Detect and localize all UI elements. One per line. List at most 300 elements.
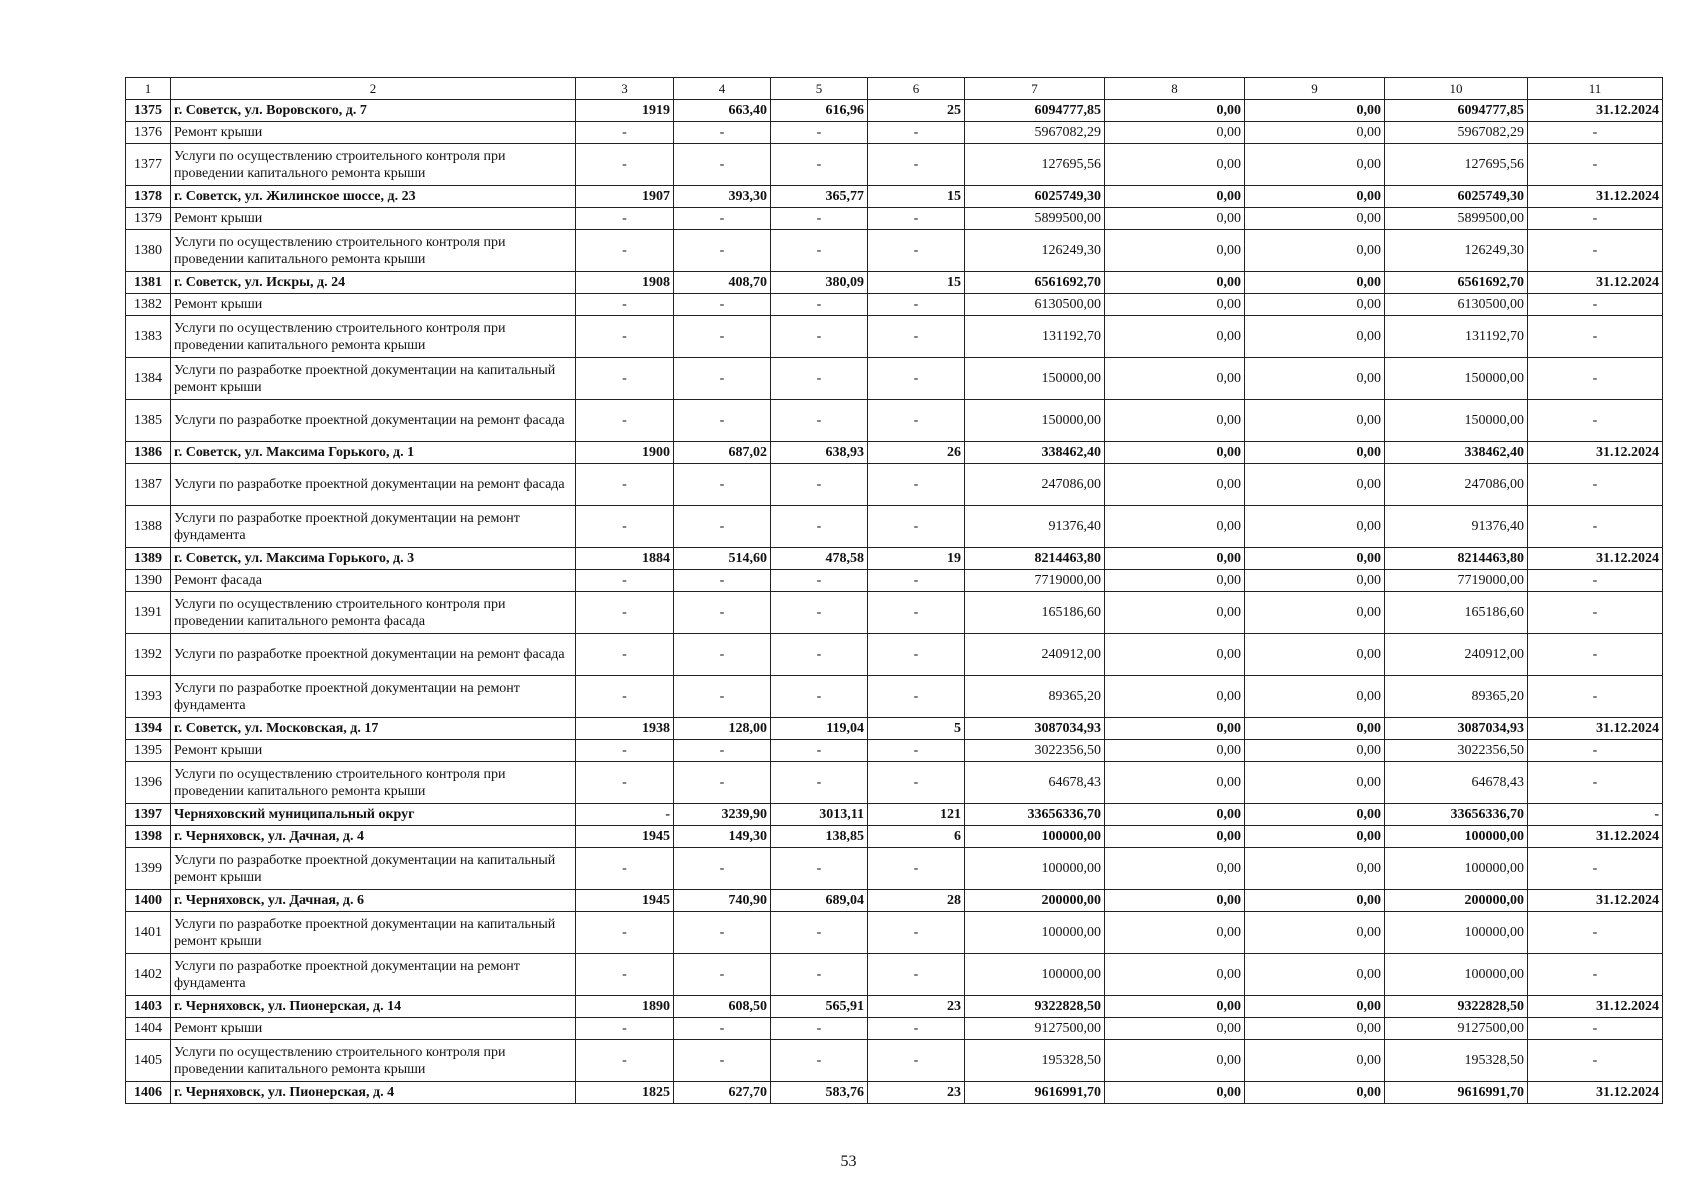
row-number-cell: 1378 bbox=[126, 186, 171, 208]
col6-cell: 25 bbox=[868, 100, 965, 122]
column-header-9: 9 bbox=[1245, 78, 1385, 100]
object-name-cell: Ремонт фасада bbox=[171, 570, 576, 592]
col6-cell: - bbox=[868, 1018, 965, 1040]
row-number-cell: 1398 bbox=[126, 826, 171, 848]
col10-cell: 127695,56 bbox=[1385, 144, 1528, 186]
table-row bbox=[126, 996, 1663, 1018]
year-cell: - bbox=[576, 144, 674, 186]
year-cell: 1945 bbox=[576, 826, 674, 848]
col8-cell: 0,00 bbox=[1105, 1018, 1245, 1040]
col9-cell: 0,00 bbox=[1245, 634, 1385, 676]
col6-cell: - bbox=[868, 634, 965, 676]
col4-cell: - bbox=[674, 400, 771, 442]
col7-cell: 33656336,70 bbox=[965, 804, 1105, 826]
col5-cell: 138,85 bbox=[771, 826, 868, 848]
col6-cell: - bbox=[868, 592, 965, 634]
col9-cell: 0,00 bbox=[1245, 464, 1385, 506]
col10-cell: 100000,00 bbox=[1385, 912, 1528, 954]
column-header-1: 1 bbox=[126, 78, 171, 100]
deadline-cell: - bbox=[1528, 740, 1663, 762]
column-header-11: 11 bbox=[1528, 78, 1663, 100]
column-header-4: 4 bbox=[674, 78, 771, 100]
col9-cell: 0,00 bbox=[1245, 100, 1385, 122]
row-number-cell: 1386 bbox=[126, 442, 171, 464]
year-cell: - bbox=[576, 1040, 674, 1082]
table-row bbox=[126, 1040, 1663, 1082]
row-number-cell: 1391 bbox=[126, 592, 171, 634]
col8-cell: 0,00 bbox=[1105, 848, 1245, 890]
table-row bbox=[126, 890, 1663, 912]
page-number: 53 bbox=[840, 1153, 857, 1170]
col9-cell: 0,00 bbox=[1245, 548, 1385, 570]
col10-cell: 91376,40 bbox=[1385, 506, 1528, 548]
col5-cell: - bbox=[771, 506, 868, 548]
year-cell: - bbox=[576, 954, 674, 996]
col8-cell: 0,00 bbox=[1105, 358, 1245, 400]
row-number-cell: 1389 bbox=[126, 548, 171, 570]
deadline-cell: 31.12.2024 bbox=[1528, 272, 1663, 294]
row-number-cell: 1387 bbox=[126, 464, 171, 506]
col4-cell: - bbox=[674, 740, 771, 762]
table-row bbox=[126, 848, 1663, 890]
col5-cell: - bbox=[771, 230, 868, 272]
column-header-3: 3 bbox=[576, 78, 674, 100]
row-number-cell: 1402 bbox=[126, 954, 171, 996]
col10-cell: 5967082,29 bbox=[1385, 122, 1528, 144]
object-name-cell: г. Советск, ул. Искры, д. 24 bbox=[171, 272, 576, 294]
year-cell: - bbox=[576, 122, 674, 144]
object-name-cell: г. Советск, ул. Максима Горького, д. 1 bbox=[171, 442, 576, 464]
row-number-cell: 1379 bbox=[126, 208, 171, 230]
col6-cell: 26 bbox=[868, 442, 965, 464]
col4-cell: - bbox=[674, 144, 771, 186]
col5-cell: 380,09 bbox=[771, 272, 868, 294]
year-cell: 1908 bbox=[576, 272, 674, 294]
col4-cell: 627,70 bbox=[674, 1082, 771, 1104]
row-number-cell: 1399 bbox=[126, 848, 171, 890]
col4-cell: - bbox=[674, 208, 771, 230]
col6-cell: 23 bbox=[868, 1082, 965, 1104]
col8-cell: 0,00 bbox=[1105, 548, 1245, 570]
table-row bbox=[126, 548, 1663, 570]
col8-cell: 0,00 bbox=[1105, 996, 1245, 1018]
col9-cell: 0,00 bbox=[1245, 506, 1385, 548]
col10-cell: 100000,00 bbox=[1385, 826, 1528, 848]
year-cell: - bbox=[576, 676, 674, 718]
col10-cell: 89365,20 bbox=[1385, 676, 1528, 718]
col4-cell: 740,90 bbox=[674, 890, 771, 912]
col10-cell: 33656336,70 bbox=[1385, 804, 1528, 826]
table-row bbox=[126, 676, 1663, 718]
col4-cell: - bbox=[674, 634, 771, 676]
object-name-cell: Услуги по разработке проектной документации на ремонт фасада bbox=[171, 400, 576, 442]
col8-cell: 0,00 bbox=[1105, 144, 1245, 186]
col9-cell: 0,00 bbox=[1245, 718, 1385, 740]
col5-cell: 689,04 bbox=[771, 890, 868, 912]
row-number-cell: 1382 bbox=[126, 294, 171, 316]
register-sheet bbox=[125, 77, 1662, 1104]
col4-cell: - bbox=[674, 122, 771, 144]
deadline-cell: - bbox=[1528, 762, 1663, 804]
object-name-cell: Услуги по разработке проектной документации на ремонт фасада bbox=[171, 634, 576, 676]
col5-cell: 478,58 bbox=[771, 548, 868, 570]
col10-cell: 3022356,50 bbox=[1385, 740, 1528, 762]
col10-cell: 7719000,00 bbox=[1385, 570, 1528, 592]
object-name-cell: Ремонт крыши bbox=[171, 294, 576, 316]
col9-cell: 0,00 bbox=[1245, 122, 1385, 144]
row-number-cell: 1384 bbox=[126, 358, 171, 400]
col10-cell: 9616991,70 bbox=[1385, 1082, 1528, 1104]
deadline-cell: 31.12.2024 bbox=[1528, 442, 1663, 464]
col9-cell: 0,00 bbox=[1245, 762, 1385, 804]
col10-cell: 100000,00 bbox=[1385, 954, 1528, 996]
col7-cell: 3087034,93 bbox=[965, 718, 1105, 740]
col7-cell: 6025749,30 bbox=[965, 186, 1105, 208]
col5-cell: - bbox=[771, 740, 868, 762]
col6-cell: - bbox=[868, 316, 965, 358]
col8-cell: 0,00 bbox=[1105, 634, 1245, 676]
year-cell: - bbox=[576, 316, 674, 358]
year-cell: 1938 bbox=[576, 718, 674, 740]
column-number-row bbox=[126, 78, 1663, 100]
col10-cell: 3087034,93 bbox=[1385, 718, 1528, 740]
col5-cell: - bbox=[771, 400, 868, 442]
col7-cell: 100000,00 bbox=[965, 848, 1105, 890]
col5-cell: 3013,11 bbox=[771, 804, 868, 826]
col4-cell: 128,00 bbox=[674, 718, 771, 740]
col10-cell: 6561692,70 bbox=[1385, 272, 1528, 294]
deadline-cell: - bbox=[1528, 912, 1663, 954]
row-number-cell: 1381 bbox=[126, 272, 171, 294]
object-name-cell: г. Черняховск, ул. Пионерская, д. 14 bbox=[171, 996, 576, 1018]
object-name-cell: Услуги по разработке проектной документации на капитальный ремонт крыши bbox=[171, 848, 576, 890]
col5-cell: 365,77 bbox=[771, 186, 868, 208]
col7-cell: 240912,00 bbox=[965, 634, 1105, 676]
col5-cell: - bbox=[771, 1040, 868, 1082]
deadline-cell: - bbox=[1528, 358, 1663, 400]
row-number-cell: 1390 bbox=[126, 570, 171, 592]
row-number-cell: 1401 bbox=[126, 912, 171, 954]
col4-cell: - bbox=[674, 570, 771, 592]
deadline-cell: - bbox=[1528, 1018, 1663, 1040]
table-row bbox=[126, 570, 1663, 592]
col5-cell: - bbox=[771, 316, 868, 358]
col10-cell: 131192,70 bbox=[1385, 316, 1528, 358]
deadline-cell: - bbox=[1528, 570, 1663, 592]
col7-cell: 9616991,70 bbox=[965, 1082, 1105, 1104]
year-cell: - bbox=[576, 506, 674, 548]
col5-cell: - bbox=[771, 954, 868, 996]
deadline-cell: 31.12.2024 bbox=[1528, 826, 1663, 848]
col6-cell: - bbox=[868, 762, 965, 804]
row-number-cell: 1395 bbox=[126, 740, 171, 762]
col8-cell: 0,00 bbox=[1105, 592, 1245, 634]
col6-cell: - bbox=[868, 122, 965, 144]
col6-cell: - bbox=[868, 464, 965, 506]
col4-cell: - bbox=[674, 464, 771, 506]
col7-cell: 200000,00 bbox=[965, 890, 1105, 912]
col7-cell: 127695,56 bbox=[965, 144, 1105, 186]
col7-cell: 150000,00 bbox=[965, 358, 1105, 400]
col8-cell: 0,00 bbox=[1105, 740, 1245, 762]
col9-cell: 0,00 bbox=[1245, 400, 1385, 442]
col6-cell: - bbox=[868, 358, 965, 400]
deadline-cell: - bbox=[1528, 848, 1663, 890]
col6-cell: 23 bbox=[868, 996, 965, 1018]
row-number-cell: 1397 bbox=[126, 804, 171, 826]
col9-cell: 0,00 bbox=[1245, 740, 1385, 762]
col6-cell: - bbox=[868, 506, 965, 548]
object-name-cell: Ремонт крыши bbox=[171, 208, 576, 230]
row-number-cell: 1388 bbox=[126, 506, 171, 548]
row-number-cell: 1400 bbox=[126, 890, 171, 912]
column-header-6: 6 bbox=[868, 78, 965, 100]
col4-cell: 608,50 bbox=[674, 996, 771, 1018]
col8-cell: 0,00 bbox=[1105, 122, 1245, 144]
col4-cell: - bbox=[674, 1040, 771, 1082]
col5-cell: - bbox=[771, 122, 868, 144]
deadline-cell: 31.12.2024 bbox=[1528, 996, 1663, 1018]
col6-cell: 19 bbox=[868, 548, 965, 570]
row-number-cell: 1392 bbox=[126, 634, 171, 676]
row-number-cell: 1396 bbox=[126, 762, 171, 804]
object-name-cell: Услуги по разработке проектной документации на ремонт фасада bbox=[171, 464, 576, 506]
col8-cell: 0,00 bbox=[1105, 506, 1245, 548]
col9-cell: 0,00 bbox=[1245, 230, 1385, 272]
col8-cell: 0,00 bbox=[1105, 804, 1245, 826]
col5-cell: - bbox=[771, 570, 868, 592]
table-row bbox=[126, 826, 1663, 848]
col6-cell: - bbox=[868, 400, 965, 442]
col6-cell: - bbox=[868, 208, 965, 230]
object-name-cell: Услуги по осуществлению строительного контроля при проведении капитального ремонта фасада bbox=[171, 592, 576, 634]
col8-cell: 0,00 bbox=[1105, 1082, 1245, 1104]
col5-cell: 565,91 bbox=[771, 996, 868, 1018]
table-row bbox=[126, 272, 1663, 294]
col9-cell: 0,00 bbox=[1245, 592, 1385, 634]
col8-cell: 0,00 bbox=[1105, 186, 1245, 208]
table-row bbox=[126, 718, 1663, 740]
col6-cell: - bbox=[868, 230, 965, 272]
col4-cell: - bbox=[674, 358, 771, 400]
col8-cell: 0,00 bbox=[1105, 294, 1245, 316]
col9-cell: 0,00 bbox=[1245, 826, 1385, 848]
year-cell: 1890 bbox=[576, 996, 674, 1018]
col10-cell: 126249,30 bbox=[1385, 230, 1528, 272]
col4-cell: - bbox=[674, 592, 771, 634]
col5-cell: 119,04 bbox=[771, 718, 868, 740]
col10-cell: 165186,60 bbox=[1385, 592, 1528, 634]
row-number-cell: 1377 bbox=[126, 144, 171, 186]
object-name-cell: Услуги по осуществлению строительного контроля при проведении капитального ремонта крыши bbox=[171, 230, 576, 272]
col5-cell: - bbox=[771, 144, 868, 186]
col9-cell: 0,00 bbox=[1245, 676, 1385, 718]
object-name-cell: г. Советск, ул. Московская, д. 17 bbox=[171, 718, 576, 740]
year-cell: - bbox=[576, 400, 674, 442]
year-cell: 1919 bbox=[576, 100, 674, 122]
col9-cell: 0,00 bbox=[1245, 144, 1385, 186]
col9-cell: 0,00 bbox=[1245, 186, 1385, 208]
table-row bbox=[126, 740, 1663, 762]
col10-cell: 6094777,85 bbox=[1385, 100, 1528, 122]
col8-cell: 0,00 bbox=[1105, 676, 1245, 718]
table-row bbox=[126, 100, 1663, 122]
row-number-cell: 1393 bbox=[126, 676, 171, 718]
row-number-cell: 1376 bbox=[126, 122, 171, 144]
deadline-cell: - bbox=[1528, 294, 1663, 316]
col10-cell: 9127500,00 bbox=[1385, 1018, 1528, 1040]
col7-cell: 150000,00 bbox=[965, 400, 1105, 442]
col7-cell: 6130500,00 bbox=[965, 294, 1105, 316]
deadline-cell: 31.12.2024 bbox=[1528, 548, 1663, 570]
col8-cell: 0,00 bbox=[1105, 442, 1245, 464]
col7-cell: 7719000,00 bbox=[965, 570, 1105, 592]
object-name-cell: Услуги по разработке проектной документации на ремонт фундамента bbox=[171, 506, 576, 548]
col4-cell: 514,60 bbox=[674, 548, 771, 570]
col10-cell: 195328,50 bbox=[1385, 1040, 1528, 1082]
col6-cell: 6 bbox=[868, 826, 965, 848]
deadline-cell: - bbox=[1528, 954, 1663, 996]
object-name-cell: г. Советск, ул. Жилинское шоссе, д. 23 bbox=[171, 186, 576, 208]
table-row bbox=[126, 1082, 1663, 1104]
col9-cell: 0,00 bbox=[1245, 1040, 1385, 1082]
col8-cell: 0,00 bbox=[1105, 272, 1245, 294]
col4-cell: 149,30 bbox=[674, 826, 771, 848]
col6-cell: - bbox=[868, 848, 965, 890]
col10-cell: 240912,00 bbox=[1385, 634, 1528, 676]
table-row bbox=[126, 912, 1663, 954]
col4-cell: - bbox=[674, 954, 771, 996]
deadline-cell: - bbox=[1528, 122, 1663, 144]
year-cell: - bbox=[576, 740, 674, 762]
col10-cell: 200000,00 bbox=[1385, 890, 1528, 912]
col6-cell: 121 bbox=[868, 804, 965, 826]
col5-cell: 638,93 bbox=[771, 442, 868, 464]
column-header-2: 2 bbox=[171, 78, 576, 100]
object-name-cell: г. Советск, ул. Воровского, д. 7 bbox=[171, 100, 576, 122]
col4-cell: - bbox=[674, 676, 771, 718]
col10-cell: 9322828,50 bbox=[1385, 996, 1528, 1018]
col7-cell: 195328,50 bbox=[965, 1040, 1105, 1082]
col9-cell: 0,00 bbox=[1245, 912, 1385, 954]
object-name-cell: г. Черняховск, ул. Дачная, д. 6 bbox=[171, 890, 576, 912]
year-cell: - bbox=[576, 848, 674, 890]
col7-cell: 5967082,29 bbox=[965, 122, 1105, 144]
col7-cell: 131192,70 bbox=[965, 316, 1105, 358]
col7-cell: 89365,20 bbox=[965, 676, 1105, 718]
year-cell: - bbox=[576, 230, 674, 272]
deadline-cell: - bbox=[1528, 676, 1663, 718]
col5-cell: - bbox=[771, 1018, 868, 1040]
object-name-cell: Услуги по разработке проектной документации на капитальный ремонт крыши bbox=[171, 358, 576, 400]
object-name-cell: Ремонт крыши bbox=[171, 122, 576, 144]
col6-cell: - bbox=[868, 740, 965, 762]
col10-cell: 247086,00 bbox=[1385, 464, 1528, 506]
col4-cell: - bbox=[674, 848, 771, 890]
col6-cell: - bbox=[868, 954, 965, 996]
col5-cell: - bbox=[771, 762, 868, 804]
table-row bbox=[126, 954, 1663, 996]
object-name-cell: Услуги по осуществлению строительного контроля при проведении капитального ремонта крыши bbox=[171, 316, 576, 358]
col8-cell: 0,00 bbox=[1105, 954, 1245, 996]
table-row bbox=[126, 294, 1663, 316]
col9-cell: 0,00 bbox=[1245, 442, 1385, 464]
col6-cell: - bbox=[868, 676, 965, 718]
col4-cell: 663,40 bbox=[674, 100, 771, 122]
deadline-cell: - bbox=[1528, 208, 1663, 230]
col9-cell: 0,00 bbox=[1245, 848, 1385, 890]
col7-cell: 9322828,50 bbox=[965, 996, 1105, 1018]
col5-cell: - bbox=[771, 634, 868, 676]
year-cell: - bbox=[576, 570, 674, 592]
col9-cell: 0,00 bbox=[1245, 208, 1385, 230]
col5-cell: - bbox=[771, 464, 868, 506]
deadline-cell: - bbox=[1528, 230, 1663, 272]
deadline-cell: 31.12.2024 bbox=[1528, 186, 1663, 208]
object-name-cell: Услуги по осуществлению строительного контроля при проведении капитального ремонта крыши bbox=[171, 1040, 576, 1082]
col8-cell: 0,00 bbox=[1105, 826, 1245, 848]
col5-cell: - bbox=[771, 676, 868, 718]
deadline-cell: 31.12.2024 bbox=[1528, 890, 1663, 912]
year-cell: - bbox=[576, 804, 674, 826]
row-number-cell: 1394 bbox=[126, 718, 171, 740]
col8-cell: 0,00 bbox=[1105, 100, 1245, 122]
deadline-cell: - bbox=[1528, 1040, 1663, 1082]
year-cell: - bbox=[576, 464, 674, 506]
table-row bbox=[126, 144, 1663, 186]
col9-cell: 0,00 bbox=[1245, 804, 1385, 826]
col8-cell: 0,00 bbox=[1105, 230, 1245, 272]
col10-cell: 338462,40 bbox=[1385, 442, 1528, 464]
table-row bbox=[126, 506, 1663, 548]
col9-cell: 0,00 bbox=[1245, 294, 1385, 316]
row-number-cell: 1404 bbox=[126, 1018, 171, 1040]
col5-cell: - bbox=[771, 294, 868, 316]
year-cell: - bbox=[576, 358, 674, 400]
col4-cell: - bbox=[674, 506, 771, 548]
row-number-cell: 1380 bbox=[126, 230, 171, 272]
year-cell: - bbox=[576, 208, 674, 230]
year-cell: 1825 bbox=[576, 1082, 674, 1104]
col7-cell: 247086,00 bbox=[965, 464, 1105, 506]
register-table bbox=[125, 77, 1663, 1104]
table-row bbox=[126, 186, 1663, 208]
year-cell: 1945 bbox=[576, 890, 674, 912]
object-name-cell: г. Черняховск, ул. Пионерская, д. 4 bbox=[171, 1082, 576, 1104]
object-name-cell: Услуги по разработке проектной документации на капитальный ремонт крыши bbox=[171, 912, 576, 954]
deadline-cell: - bbox=[1528, 316, 1663, 358]
col8-cell: 0,00 bbox=[1105, 1040, 1245, 1082]
col5-cell: - bbox=[771, 848, 868, 890]
deadline-cell: - bbox=[1528, 592, 1663, 634]
year-cell: - bbox=[576, 634, 674, 676]
year-cell: - bbox=[576, 1018, 674, 1040]
object-name-cell: Черняховский муниципальный округ bbox=[171, 804, 576, 826]
row-number-cell: 1405 bbox=[126, 1040, 171, 1082]
table-body bbox=[126, 78, 1663, 1104]
table-row bbox=[126, 804, 1663, 826]
col8-cell: 0,00 bbox=[1105, 718, 1245, 740]
col8-cell: 0,00 bbox=[1105, 570, 1245, 592]
row-number-cell: 1383 bbox=[126, 316, 171, 358]
col9-cell: 0,00 bbox=[1245, 1018, 1385, 1040]
year-cell: - bbox=[576, 294, 674, 316]
col10-cell: 5899500,00 bbox=[1385, 208, 1528, 230]
col7-cell: 64678,43 bbox=[965, 762, 1105, 804]
col10-cell: 6130500,00 bbox=[1385, 294, 1528, 316]
col7-cell: 165186,60 bbox=[965, 592, 1105, 634]
col4-cell: - bbox=[674, 294, 771, 316]
